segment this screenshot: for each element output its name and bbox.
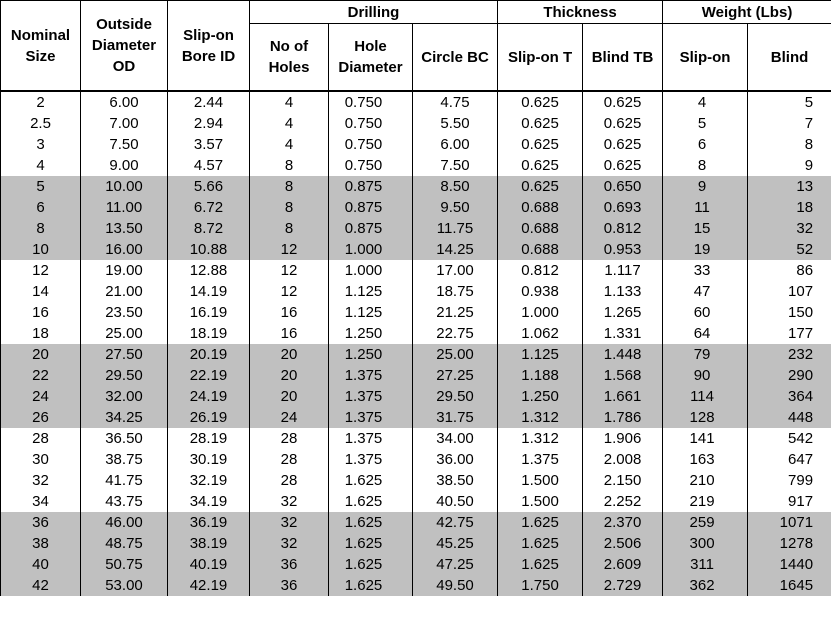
- table-row: [1, 386, 831, 407]
- cell-weight-blind: 52: [748, 239, 831, 260]
- cell-nominal-size: 2.5: [1, 113, 81, 134]
- cell-weight-slipon: 114: [663, 386, 748, 407]
- cell-nominal-size: 18: [1, 323, 81, 344]
- cell-weight-slipon: 64: [663, 323, 748, 344]
- cell-outside-diameter: 53.00: [81, 575, 168, 596]
- table-row: [1, 554, 831, 575]
- cell-outside-diameter: 21.00: [81, 281, 168, 302]
- cell-weight-blind: 32: [748, 218, 831, 239]
- cell-hole-diameter: 1.625: [329, 554, 413, 575]
- cell-weight-blind: 448: [748, 407, 831, 428]
- cell-thickness-slipon: 0.938: [498, 281, 583, 302]
- cell-thickness-blind: 0.693: [583, 197, 663, 218]
- header-outside-diameter: Outside Diameter OD: [81, 1, 168, 92]
- cell-circle-bc: 31.75: [413, 407, 498, 428]
- table-row: [1, 428, 831, 449]
- cell-thickness-slipon: 1.062: [498, 323, 583, 344]
- cell-weight-blind: 1645: [748, 575, 831, 596]
- cell-outside-diameter: 43.75: [81, 491, 168, 512]
- cell-circle-bc: 7.50: [413, 155, 498, 176]
- cell-thickness-blind: 0.625: [583, 91, 663, 113]
- cell-nominal-size: 4: [1, 155, 81, 176]
- cell-weight-blind: 647: [748, 449, 831, 470]
- cell-slipon-bore: 6.72: [168, 197, 250, 218]
- cell-no-of-holes: 4: [250, 134, 329, 155]
- table-row: [1, 113, 831, 134]
- cell-nominal-size: 8: [1, 218, 81, 239]
- table-row: [1, 134, 831, 155]
- cell-nominal-size: 5: [1, 176, 81, 197]
- cell-thickness-blind: 2.252: [583, 491, 663, 512]
- cell-weight-slipon: 60: [663, 302, 748, 323]
- cell-hole-diameter: 1.625: [329, 575, 413, 596]
- cell-no-of-holes: 36: [250, 554, 329, 575]
- cell-slipon-bore: 38.19: [168, 533, 250, 554]
- cell-circle-bc: 47.25: [413, 554, 498, 575]
- cell-outside-diameter: 36.50: [81, 428, 168, 449]
- header-nominal-size: Nominal Size: [1, 1, 81, 92]
- table-row: [1, 575, 831, 596]
- cell-no-of-holes: 8: [250, 197, 329, 218]
- cell-outside-diameter: 13.50: [81, 218, 168, 239]
- cell-weight-slipon: 141: [663, 428, 748, 449]
- cell-weight-slipon: 9: [663, 176, 748, 197]
- cell-thickness-slipon: 0.625: [498, 134, 583, 155]
- cell-circle-bc: 21.25: [413, 302, 498, 323]
- cell-slipon-bore: 24.19: [168, 386, 250, 407]
- header-group-drilling: Drilling: [250, 1, 498, 24]
- cell-outside-diameter: 23.50: [81, 302, 168, 323]
- cell-no-of-holes: 8: [250, 218, 329, 239]
- cell-thickness-blind: 1.661: [583, 386, 663, 407]
- cell-weight-blind: 107: [748, 281, 831, 302]
- cell-hole-diameter: 1.625: [329, 491, 413, 512]
- table-row: [1, 533, 831, 554]
- header-thickness-slipon: Slip-on T: [498, 24, 583, 92]
- cell-outside-diameter: 46.00: [81, 512, 168, 533]
- table-row: [1, 91, 831, 113]
- cell-no-of-holes: 20: [250, 365, 329, 386]
- cell-no-of-holes: 12: [250, 260, 329, 281]
- cell-weight-blind: 5: [748, 91, 831, 113]
- cell-weight-slipon: 311: [663, 554, 748, 575]
- cell-thickness-blind: 2.729: [583, 575, 663, 596]
- cell-weight-slipon: 47: [663, 281, 748, 302]
- cell-thickness-slipon: 1.312: [498, 428, 583, 449]
- cell-nominal-size: 38: [1, 533, 81, 554]
- cell-weight-blind: 1278: [748, 533, 831, 554]
- cell-hole-diameter: 0.875: [329, 218, 413, 239]
- cell-weight-slipon: 15: [663, 218, 748, 239]
- cell-circle-bc: 22.75: [413, 323, 498, 344]
- cell-weight-blind: 917: [748, 491, 831, 512]
- cell-nominal-size: 28: [1, 428, 81, 449]
- cell-weight-slipon: 219: [663, 491, 748, 512]
- table-row: [1, 302, 831, 323]
- cell-nominal-size: 42: [1, 575, 81, 596]
- cell-weight-blind: 232: [748, 344, 831, 365]
- cell-outside-diameter: 19.00: [81, 260, 168, 281]
- cell-slipon-bore: 40.19: [168, 554, 250, 575]
- cell-weight-blind: 18: [748, 197, 831, 218]
- cell-thickness-slipon: 0.625: [498, 91, 583, 113]
- cell-no-of-holes: 32: [250, 512, 329, 533]
- cell-thickness-blind: 1.133: [583, 281, 663, 302]
- cell-outside-diameter: 7.50: [81, 134, 168, 155]
- cell-nominal-size: 26: [1, 407, 81, 428]
- cell-circle-bc: 8.50: [413, 176, 498, 197]
- cell-hole-diameter: 1.625: [329, 512, 413, 533]
- cell-nominal-size: 12: [1, 260, 81, 281]
- cell-thickness-blind: 0.625: [583, 155, 663, 176]
- cell-no-of-holes: 8: [250, 176, 329, 197]
- table-row: [1, 281, 831, 302]
- cell-weight-slipon: 300: [663, 533, 748, 554]
- cell-nominal-size: 20: [1, 344, 81, 365]
- cell-hole-diameter: 1.000: [329, 260, 413, 281]
- cell-outside-diameter: 38.75: [81, 449, 168, 470]
- cell-circle-bc: 45.25: [413, 533, 498, 554]
- cell-thickness-slipon: 1.500: [498, 491, 583, 512]
- cell-weight-slipon: 90: [663, 365, 748, 386]
- cell-circle-bc: 17.00: [413, 260, 498, 281]
- cell-weight-blind: 1440: [748, 554, 831, 575]
- cell-outside-diameter: 16.00: [81, 239, 168, 260]
- table-row: [1, 470, 831, 491]
- cell-no-of-holes: 28: [250, 449, 329, 470]
- cell-weight-slipon: 5: [663, 113, 748, 134]
- cell-hole-diameter: 1.375: [329, 449, 413, 470]
- table-row: [1, 449, 831, 470]
- cell-hole-diameter: 0.875: [329, 197, 413, 218]
- header-group-weight: Weight (Lbs): [663, 1, 831, 24]
- cell-weight-slipon: 4: [663, 91, 748, 113]
- table-row: [1, 176, 831, 197]
- cell-nominal-size: 16: [1, 302, 81, 323]
- cell-hole-diameter: 1.000: [329, 239, 413, 260]
- cell-thickness-blind: 1.117: [583, 260, 663, 281]
- cell-nominal-size: 40: [1, 554, 81, 575]
- cell-thickness-slipon: 1.188: [498, 365, 583, 386]
- cell-thickness-blind: 0.812: [583, 218, 663, 239]
- cell-thickness-slipon: 0.688: [498, 239, 583, 260]
- cell-circle-bc: 27.25: [413, 365, 498, 386]
- cell-thickness-slipon: 0.812: [498, 260, 583, 281]
- cell-slipon-bore: 8.72: [168, 218, 250, 239]
- cell-thickness-slipon: 1.625: [498, 554, 583, 575]
- table-row: [1, 323, 831, 344]
- header-no-of-holes: No of Holes: [250, 24, 329, 92]
- cell-weight-blind: 8: [748, 134, 831, 155]
- cell-slipon-bore: 36.19: [168, 512, 250, 533]
- header-hole-diameter: Hole Diameter: [329, 24, 413, 92]
- cell-thickness-blind: 2.609: [583, 554, 663, 575]
- cell-thickness-blind: 1.906: [583, 428, 663, 449]
- cell-slipon-bore: 3.57: [168, 134, 250, 155]
- cell-weight-slipon: 362: [663, 575, 748, 596]
- cell-slipon-bore: 22.19: [168, 365, 250, 386]
- cell-nominal-size: 36: [1, 512, 81, 533]
- table-row: [1, 239, 831, 260]
- cell-no-of-holes: 12: [250, 239, 329, 260]
- cell-thickness-blind: 2.370: [583, 512, 663, 533]
- cell-no-of-holes: 4: [250, 91, 329, 113]
- cell-thickness-blind: 0.625: [583, 134, 663, 155]
- table-body: [1, 91, 831, 596]
- table-row: [1, 512, 831, 533]
- cell-hole-diameter: 1.125: [329, 281, 413, 302]
- cell-slipon-bore: 26.19: [168, 407, 250, 428]
- cell-no-of-holes: 32: [250, 491, 329, 512]
- cell-no-of-holes: 28: [250, 428, 329, 449]
- cell-weight-blind: 177: [748, 323, 831, 344]
- header-weight-blind: Blind: [748, 24, 831, 92]
- cell-weight-blind: 9: [748, 155, 831, 176]
- cell-thickness-blind: 1.568: [583, 365, 663, 386]
- cell-weight-blind: 1071: [748, 512, 831, 533]
- cell-thickness-slipon: 0.688: [498, 197, 583, 218]
- cell-nominal-size: 14: [1, 281, 81, 302]
- cell-outside-diameter: 27.50: [81, 344, 168, 365]
- cell-nominal-size: 34: [1, 491, 81, 512]
- cell-thickness-blind: 0.625: [583, 113, 663, 134]
- cell-slipon-bore: 18.19: [168, 323, 250, 344]
- cell-slipon-bore: 30.19: [168, 449, 250, 470]
- header-slipon-bore: Slip-on Bore ID: [168, 1, 250, 92]
- cell-slipon-bore: 14.19: [168, 281, 250, 302]
- cell-thickness-blind: 2.506: [583, 533, 663, 554]
- cell-thickness-slipon: 1.312: [498, 407, 583, 428]
- cell-nominal-size: 32: [1, 470, 81, 491]
- cell-circle-bc: 40.50: [413, 491, 498, 512]
- cell-weight-slipon: 210: [663, 470, 748, 491]
- cell-thickness-slipon: 0.625: [498, 155, 583, 176]
- cell-weight-slipon: 163: [663, 449, 748, 470]
- cell-hole-diameter: 1.250: [329, 323, 413, 344]
- cell-weight-slipon: 6: [663, 134, 748, 155]
- cell-thickness-slipon: 0.625: [498, 176, 583, 197]
- cell-circle-bc: 18.75: [413, 281, 498, 302]
- cell-circle-bc: 49.50: [413, 575, 498, 596]
- cell-weight-blind: 13: [748, 176, 831, 197]
- cell-circle-bc: 38.50: [413, 470, 498, 491]
- cell-circle-bc: 36.00: [413, 449, 498, 470]
- cell-thickness-slipon: 1.625: [498, 512, 583, 533]
- cell-slipon-bore: 32.19: [168, 470, 250, 491]
- cell-no-of-holes: 32: [250, 533, 329, 554]
- cell-thickness-slipon: 1.625: [498, 533, 583, 554]
- cell-slipon-bore: 4.57: [168, 155, 250, 176]
- cell-outside-diameter: 32.00: [81, 386, 168, 407]
- table-row: [1, 407, 831, 428]
- cell-outside-diameter: 34.25: [81, 407, 168, 428]
- cell-outside-diameter: 41.75: [81, 470, 168, 491]
- header-weight-slipon: Slip-on: [663, 24, 748, 92]
- cell-weight-blind: 542: [748, 428, 831, 449]
- table-row: [1, 260, 831, 281]
- cell-slipon-bore: 28.19: [168, 428, 250, 449]
- cell-circle-bc: 5.50: [413, 113, 498, 134]
- cell-slipon-bore: 10.88: [168, 239, 250, 260]
- cell-weight-slipon: 19: [663, 239, 748, 260]
- cell-circle-bc: 4.75: [413, 91, 498, 113]
- table-row: [1, 491, 831, 512]
- cell-hole-diameter: 0.875: [329, 176, 413, 197]
- cell-hole-diameter: 0.750: [329, 113, 413, 134]
- cell-slipon-bore: 5.66: [168, 176, 250, 197]
- table-header: [1, 1, 831, 92]
- cell-outside-diameter: 9.00: [81, 155, 168, 176]
- cell-thickness-slipon: 1.250: [498, 386, 583, 407]
- cell-thickness-blind: 1.265: [583, 302, 663, 323]
- cell-thickness-blind: 1.448: [583, 344, 663, 365]
- cell-weight-blind: 150: [748, 302, 831, 323]
- cell-no-of-holes: 24: [250, 407, 329, 428]
- cell-weight-slipon: 79: [663, 344, 748, 365]
- cell-slipon-bore: 12.88: [168, 260, 250, 281]
- cell-circle-bc: 42.75: [413, 512, 498, 533]
- cell-circle-bc: 11.75: [413, 218, 498, 239]
- cell-weight-blind: 7: [748, 113, 831, 134]
- cell-thickness-slipon: 1.500: [498, 470, 583, 491]
- table-row: [1, 365, 831, 386]
- cell-circle-bc: 34.00: [413, 428, 498, 449]
- cell-outside-diameter: 10.00: [81, 176, 168, 197]
- cell-thickness-slipon: 1.750: [498, 575, 583, 596]
- cell-slipon-bore: 2.44: [168, 91, 250, 113]
- cell-outside-diameter: 50.75: [81, 554, 168, 575]
- cell-no-of-holes: 4: [250, 113, 329, 134]
- table-row: [1, 218, 831, 239]
- cell-hole-diameter: 0.750: [329, 134, 413, 155]
- cell-nominal-size: 30: [1, 449, 81, 470]
- cell-nominal-size: 10: [1, 239, 81, 260]
- cell-thickness-slipon: 0.688: [498, 218, 583, 239]
- cell-slipon-bore: 16.19: [168, 302, 250, 323]
- cell-no-of-holes: 16: [250, 302, 329, 323]
- cell-weight-blind: 290: [748, 365, 831, 386]
- cell-thickness-slipon: 0.625: [498, 113, 583, 134]
- header-thickness-blind: Blind TB: [583, 24, 663, 92]
- cell-no-of-holes: 20: [250, 344, 329, 365]
- cell-hole-diameter: 0.750: [329, 91, 413, 113]
- cell-hole-diameter: 1.625: [329, 470, 413, 491]
- cell-circle-bc: 25.00: [413, 344, 498, 365]
- cell-hole-diameter: 1.250: [329, 344, 413, 365]
- cell-nominal-size: 6: [1, 197, 81, 218]
- cell-nominal-size: 2: [1, 91, 81, 113]
- cell-no-of-holes: 8: [250, 155, 329, 176]
- cell-circle-bc: 9.50: [413, 197, 498, 218]
- cell-hole-diameter: 1.375: [329, 386, 413, 407]
- cell-outside-diameter: 25.00: [81, 323, 168, 344]
- cell-hole-diameter: 1.125: [329, 302, 413, 323]
- cell-hole-diameter: 1.375: [329, 407, 413, 428]
- table-row: [1, 344, 831, 365]
- cell-thickness-blind: 2.008: [583, 449, 663, 470]
- cell-no-of-holes: 28: [250, 470, 329, 491]
- cell-hole-diameter: 1.375: [329, 428, 413, 449]
- cell-weight-slipon: 11: [663, 197, 748, 218]
- cell-weight-slipon: 259: [663, 512, 748, 533]
- cell-thickness-blind: 1.331: [583, 323, 663, 344]
- cell-hole-diameter: 0.750: [329, 155, 413, 176]
- cell-circle-bc: 14.25: [413, 239, 498, 260]
- cell-slipon-bore: 2.94: [168, 113, 250, 134]
- cell-thickness-blind: 0.953: [583, 239, 663, 260]
- cell-circle-bc: 6.00: [413, 134, 498, 155]
- cell-slipon-bore: 42.19: [168, 575, 250, 596]
- table-row: [1, 155, 831, 176]
- cell-outside-diameter: 48.75: [81, 533, 168, 554]
- cell-hole-diameter: 1.625: [329, 533, 413, 554]
- cell-circle-bc: 29.50: [413, 386, 498, 407]
- header-group-thickness: Thickness: [498, 1, 663, 24]
- cell-nominal-size: 24: [1, 386, 81, 407]
- cell-weight-blind: 86: [748, 260, 831, 281]
- cell-outside-diameter: 7.00: [81, 113, 168, 134]
- cell-thickness-slipon: 1.000: [498, 302, 583, 323]
- cell-slipon-bore: 20.19: [168, 344, 250, 365]
- cell-thickness-blind: 2.150: [583, 470, 663, 491]
- cell-no-of-holes: 12: [250, 281, 329, 302]
- cell-no-of-holes: 16: [250, 323, 329, 344]
- cell-thickness-slipon: 1.125: [498, 344, 583, 365]
- cell-slipon-bore: 34.19: [168, 491, 250, 512]
- header-circle-bc: Circle BC: [413, 24, 498, 92]
- cell-weight-blind: 799: [748, 470, 831, 491]
- cell-thickness-slipon: 1.375: [498, 449, 583, 470]
- cell-no-of-holes: 20: [250, 386, 329, 407]
- table-row: [1, 197, 831, 218]
- cell-hole-diameter: 1.375: [329, 365, 413, 386]
- cell-outside-diameter: 11.00: [81, 197, 168, 218]
- cell-weight-blind: 364: [748, 386, 831, 407]
- cell-no-of-holes: 36: [250, 575, 329, 596]
- cell-nominal-size: 3: [1, 134, 81, 155]
- cell-weight-slipon: 128: [663, 407, 748, 428]
- cell-thickness-blind: 1.786: [583, 407, 663, 428]
- cell-thickness-blind: 0.650: [583, 176, 663, 197]
- cell-weight-slipon: 33: [663, 260, 748, 281]
- cell-weight-slipon: 8: [663, 155, 748, 176]
- cell-outside-diameter: 29.50: [81, 365, 168, 386]
- cell-nominal-size: 22: [1, 365, 81, 386]
- cell-outside-diameter: 6.00: [81, 91, 168, 113]
